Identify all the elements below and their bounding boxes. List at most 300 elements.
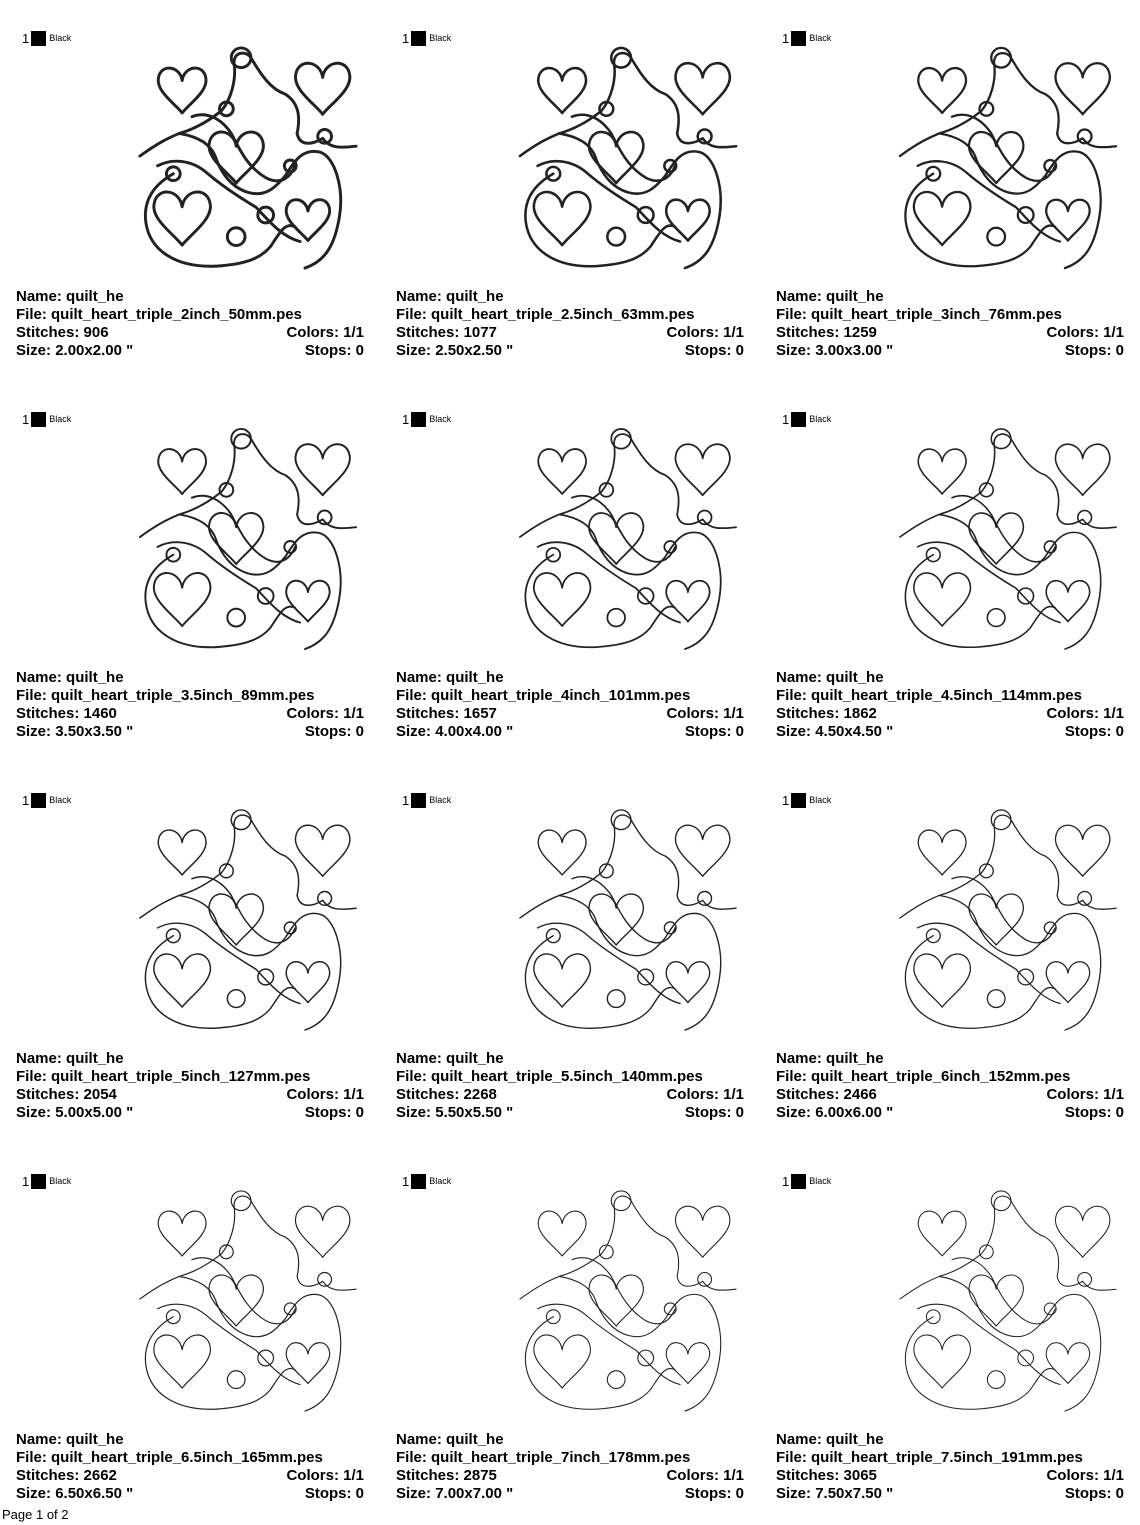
design-card (380, 381, 760, 762)
heart-stitch-path (295, 63, 349, 114)
meander-stitch-path (192, 1258, 295, 1324)
stitch-count: Stitches: 1657 (396, 705, 497, 722)
meander-stitch-path (538, 923, 681, 1003)
heart-stitch-path (209, 513, 263, 564)
thread-color-swatch (791, 412, 806, 427)
design-info (396, 669, 744, 741)
stitch-count: Stitches: 2662 (16, 1467, 117, 1484)
thread-color-swatch (411, 412, 426, 427)
meander-stitch-path (900, 1196, 1059, 1299)
heart-stitch-path (918, 449, 966, 494)
meander-stitch-path (900, 815, 1059, 918)
meander-stitch-path (905, 1317, 1055, 1410)
meander-stitch-path (192, 115, 295, 181)
heart-stitch-path (534, 954, 591, 1007)
stop-count: Stops: 0 (1064, 723, 1124, 740)
meander-stitch-path (1018, 207, 1034, 223)
color-count: Colors: 1/1 (1046, 1467, 1124, 1484)
name-row (16, 669, 364, 687)
stitch-pattern-graphic (513, 44, 741, 272)
design-card (760, 381, 1140, 762)
embroidery-design-preview (893, 44, 1121, 272)
design-file: File: quilt_heart_triple_4inch_101mm.pes (396, 687, 691, 704)
stitches-row (16, 705, 364, 723)
heart-stitch-path (286, 962, 330, 1003)
color-count: Colors: 1/1 (666, 324, 744, 341)
meander-stitch-path (987, 228, 1005, 246)
thread-color-number: 1 (782, 411, 790, 427)
heart-stitch-path (534, 192, 591, 245)
file-row (776, 306, 1124, 324)
thread-color-legend (402, 30, 451, 46)
meander-stitch-path (1057, 1276, 1116, 1290)
heart-stitch-path (1046, 200, 1090, 241)
meander-stitch-path (572, 115, 675, 181)
thread-color-number: 1 (782, 792, 790, 808)
embroidery-design-preview (513, 425, 741, 653)
design-name: Name: quilt_he (396, 669, 504, 686)
stitches-row (396, 324, 744, 342)
design-file: File: quilt_heart_triple_5inch_127mm.pes (16, 1068, 311, 1085)
heart-stitch-path (918, 1211, 966, 1256)
design-file: File: quilt_heart_triple_2.5inch_63mm.pes (396, 306, 695, 323)
meander-stitch-path (677, 895, 736, 909)
stitch-count: Stitches: 2268 (396, 1086, 497, 1103)
thread-color-legend (22, 411, 71, 427)
thread-color-legend (782, 1173, 831, 1189)
design-info (16, 669, 364, 741)
meander-stitch-path (297, 895, 356, 909)
thread-color-swatch (791, 1174, 806, 1189)
stop-count: Stops: 0 (304, 342, 364, 359)
thread-color-number: 1 (22, 411, 30, 427)
heart-stitch-path (1055, 63, 1109, 114)
thread-color-number: 1 (22, 30, 30, 46)
design-size: Size: 3.50x3.50 " (16, 723, 134, 740)
meander-stitch-path (918, 1304, 1061, 1384)
design-info (776, 288, 1124, 360)
thread-color-swatch (411, 1174, 426, 1189)
size-row (16, 723, 364, 741)
heart-stitch-path (969, 1275, 1023, 1326)
design-size: Size: 7.00x7.00 " (396, 1485, 514, 1502)
meander-stitch-path (258, 1350, 274, 1366)
color-count: Colors: 1/1 (1046, 1086, 1124, 1103)
thread-color-swatch (411, 31, 426, 46)
design-info (16, 288, 364, 360)
heart-stitch-path (1055, 444, 1109, 495)
color-count: Colors: 1/1 (286, 324, 364, 341)
design-info (396, 1050, 744, 1122)
stop-count: Stops: 0 (1064, 342, 1124, 359)
design-name: Name: quilt_he (16, 1050, 124, 1067)
thread-color-number: 1 (782, 1173, 790, 1189)
stitches-row (396, 705, 744, 723)
heart-stitch-path (295, 444, 349, 495)
embroidery-design-preview (133, 425, 361, 653)
design-card (0, 1143, 380, 1524)
design-size: Size: 4.50x4.50 " (776, 723, 894, 740)
meander-stitch-path (192, 496, 295, 562)
meander-stitch-path (297, 514, 356, 528)
heart-stitch-path (154, 573, 211, 626)
meander-stitch-path (607, 1371, 625, 1389)
name-row (396, 288, 744, 306)
file-row (776, 1068, 1124, 1086)
meander-stitch-path (520, 1196, 679, 1299)
design-file: File: quilt_heart_triple_7inch_178mm.pes (396, 1449, 691, 1466)
name-row (16, 288, 364, 306)
design-size: Size: 2.50x2.50 " (396, 342, 514, 359)
heart-stitch-path (918, 830, 966, 875)
meander-stitch-path (258, 207, 274, 223)
color-count: Colors: 1/1 (286, 1467, 364, 1484)
thread-color-name: Black (429, 33, 452, 43)
stitches-row (776, 1467, 1124, 1485)
meander-stitch-path (192, 877, 295, 943)
embroidery-design-preview (513, 1187, 741, 1415)
stop-count: Stops: 0 (684, 1485, 744, 1502)
meander-stitch-path (538, 542, 681, 622)
thread-color-number: 1 (22, 1173, 30, 1189)
stitch-count: Stitches: 2875 (396, 1467, 497, 1484)
stitch-count: Stitches: 2054 (16, 1086, 117, 1103)
thread-color-name: Black (49, 33, 72, 43)
stitch-pattern-graphic (133, 425, 361, 653)
heart-stitch-path (538, 449, 586, 494)
meander-stitch-path (1018, 588, 1034, 604)
thread-color-name: Black (429, 1176, 452, 1186)
heart-stitch-path (154, 1335, 211, 1388)
heart-stitch-path (286, 581, 330, 622)
meander-stitch-path (1018, 1350, 1034, 1366)
stitch-pattern-graphic (513, 425, 741, 653)
stop-count: Stops: 0 (1064, 1485, 1124, 1502)
stitch-count: Stitches: 3065 (776, 1467, 877, 1484)
size-row (396, 342, 744, 360)
design-card (0, 381, 380, 762)
name-row (16, 1050, 364, 1068)
thread-color-legend (22, 30, 71, 46)
embroidery-design-preview (513, 44, 741, 272)
heart-stitch-path (295, 825, 349, 876)
stitches-row (776, 324, 1124, 342)
heart-stitch-path (918, 68, 966, 113)
design-name: Name: quilt_he (776, 288, 884, 305)
design-info (776, 1050, 1124, 1122)
stitch-count: Stitches: 1460 (16, 705, 117, 722)
thread-color-name: Black (49, 1176, 72, 1186)
design-name: Name: quilt_he (16, 1431, 124, 1448)
file-row (776, 1449, 1124, 1467)
meander-stitch-path (140, 1196, 299, 1299)
design-card (380, 0, 760, 381)
design-info (16, 1431, 364, 1503)
design-card (760, 0, 1140, 381)
color-count: Colors: 1/1 (666, 1467, 744, 1484)
size-row (396, 1485, 744, 1503)
heart-stitch-path (538, 830, 586, 875)
heart-stitch-path (286, 1343, 330, 1384)
file-row (396, 306, 744, 324)
design-file: File: quilt_heart_triple_5.5inch_140mm.pes (396, 1068, 703, 1085)
stitch-count: Stitches: 1259 (776, 324, 877, 341)
meander-stitch-path (227, 990, 245, 1008)
design-size: Size: 4.00x4.00 " (396, 723, 514, 740)
thread-color-swatch (31, 31, 46, 46)
color-count: Colors: 1/1 (1046, 324, 1124, 341)
color-count: Colors: 1/1 (666, 1086, 744, 1103)
thread-color-name: Black (809, 414, 832, 424)
design-name: Name: quilt_he (396, 1050, 504, 1067)
size-row (396, 723, 744, 741)
name-row (396, 1431, 744, 1449)
meander-stitch-path (1018, 969, 1034, 985)
meander-stitch-path (1057, 133, 1116, 147)
heart-stitch-path (675, 63, 729, 114)
stop-count: Stops: 0 (684, 1104, 744, 1121)
thread-color-name: Black (49, 414, 72, 424)
thread-color-legend (782, 30, 831, 46)
meander-stitch-path (538, 1304, 681, 1384)
stitch-pattern-graphic (893, 44, 1121, 272)
meander-stitch-path (297, 1276, 356, 1290)
file-row (776, 687, 1124, 705)
stitch-count: Stitches: 906 (16, 324, 109, 341)
meander-stitch-path (952, 496, 1055, 562)
stitches-row (776, 705, 1124, 723)
stitch-pattern-graphic (133, 806, 361, 1034)
embroidery-design-preview (893, 806, 1121, 1034)
file-row (16, 1068, 364, 1086)
meander-stitch-path (140, 815, 299, 918)
embroidery-design-preview (513, 806, 741, 1034)
name-row (396, 669, 744, 687)
file-row (396, 687, 744, 705)
heart-stitch-path (286, 200, 330, 241)
stitch-count: Stitches: 2466 (776, 1086, 877, 1103)
design-size: Size: 3.00x3.00 " (776, 342, 894, 359)
embroidery-design-preview (133, 1187, 361, 1415)
meander-stitch-path (227, 1371, 245, 1389)
design-card (380, 1143, 760, 1524)
heart-stitch-path (1055, 1206, 1109, 1257)
design-card (760, 762, 1140, 1143)
meander-stitch-path (258, 969, 274, 985)
thread-color-legend (402, 792, 451, 808)
thread-color-swatch (791, 31, 806, 46)
heart-stitch-path (158, 68, 206, 113)
design-card (380, 762, 760, 1143)
heart-stitch-path (666, 200, 710, 241)
meander-stitch-path (677, 1276, 736, 1290)
design-name: Name: quilt_he (776, 669, 884, 686)
heart-stitch-path (534, 573, 591, 626)
size-row (16, 1485, 364, 1503)
heart-stitch-path (969, 132, 1023, 183)
design-file: File: quilt_heart_triple_7.5inch_191mm.pes (776, 1449, 1083, 1466)
meander-stitch-path (987, 1371, 1005, 1389)
heart-stitch-path (1046, 962, 1090, 1003)
design-file: File: quilt_heart_triple_3.5inch_89mm.pes (16, 687, 315, 704)
heart-stitch-path (589, 132, 643, 183)
file-row (16, 306, 364, 324)
design-name: Name: quilt_he (776, 1431, 884, 1448)
thread-color-name: Black (809, 795, 832, 805)
design-name: Name: quilt_he (396, 1431, 504, 1448)
heart-stitch-path (914, 954, 971, 1007)
heart-stitch-path (1046, 581, 1090, 622)
thread-color-name: Black (429, 795, 452, 805)
thread-color-number: 1 (22, 792, 30, 808)
stitches-row (16, 1086, 364, 1104)
stop-count: Stops: 0 (304, 1104, 364, 1121)
heart-stitch-path (154, 954, 211, 1007)
thread-color-number: 1 (402, 411, 410, 427)
size-row (776, 1485, 1124, 1503)
thread-color-swatch (31, 793, 46, 808)
name-row (776, 288, 1124, 306)
design-info (776, 1431, 1124, 1503)
size-row (776, 342, 1124, 360)
stitch-pattern-graphic (513, 806, 741, 1034)
meander-stitch-path (297, 133, 356, 147)
heart-stitch-path (666, 962, 710, 1003)
thread-color-swatch (31, 412, 46, 427)
design-info (396, 1431, 744, 1503)
heart-stitch-path (675, 1206, 729, 1257)
thread-color-legend (402, 411, 451, 427)
design-name: Name: quilt_he (16, 669, 124, 686)
file-row (16, 1449, 364, 1467)
thread-color-legend (782, 792, 831, 808)
meander-stitch-path (607, 990, 625, 1008)
thread-color-swatch (411, 793, 426, 808)
design-info (776, 669, 1124, 741)
thread-color-legend (22, 792, 71, 808)
meander-stitch-path (638, 1350, 654, 1366)
stop-count: Stops: 0 (684, 342, 744, 359)
heart-stitch-path (969, 513, 1023, 564)
heart-stitch-path (534, 1335, 591, 1388)
design-card (760, 1143, 1140, 1524)
meander-stitch-path (227, 609, 245, 627)
heart-stitch-path (538, 1211, 586, 1256)
heart-stitch-path (1046, 1343, 1090, 1384)
stitches-row (396, 1467, 744, 1485)
meander-stitch-path (918, 923, 1061, 1003)
thread-color-name: Black (809, 1176, 832, 1186)
meander-stitch-path (677, 133, 736, 147)
meander-stitch-path (158, 1304, 301, 1384)
heart-stitch-path (969, 894, 1023, 945)
stop-count: Stops: 0 (304, 1485, 364, 1502)
embroidery-design-preview (893, 1187, 1121, 1415)
heart-stitch-path (914, 573, 971, 626)
meander-stitch-path (607, 228, 625, 246)
file-row (16, 687, 364, 705)
heart-stitch-path (1055, 825, 1109, 876)
thread-color-name: Black (49, 795, 72, 805)
design-file: File: quilt_heart_triple_3inch_76mm.pes (776, 306, 1062, 323)
heart-stitch-path (589, 513, 643, 564)
heart-stitch-path (914, 192, 971, 245)
file-row (396, 1449, 744, 1467)
meander-stitch-path (638, 207, 654, 223)
heart-stitch-path (675, 825, 729, 876)
heart-stitch-path (914, 1335, 971, 1388)
meander-stitch-path (987, 609, 1005, 627)
meander-stitch-path (607, 609, 625, 627)
thread-color-name: Black (429, 414, 452, 424)
design-file: File: quilt_heart_triple_2inch_50mm.pes (16, 306, 302, 323)
meander-stitch-path (952, 115, 1055, 181)
meander-stitch-path (525, 1317, 675, 1410)
thread-color-swatch (791, 793, 806, 808)
thread-color-number: 1 (402, 792, 410, 808)
embroidery-design-preview (133, 44, 361, 272)
thread-color-swatch (31, 1174, 46, 1189)
stop-count: Stops: 0 (684, 723, 744, 740)
design-info (396, 288, 744, 360)
design-info (16, 1050, 364, 1122)
heart-stitch-path (675, 444, 729, 495)
thread-color-number: 1 (402, 1173, 410, 1189)
design-size: Size: 5.50x5.50 " (396, 1104, 514, 1121)
design-size: Size: 2.00x2.00 " (16, 342, 134, 359)
thread-color-name: Black (809, 33, 832, 43)
stitches-row (776, 1086, 1124, 1104)
heart-stitch-path (538, 68, 586, 113)
meander-stitch-path (638, 588, 654, 604)
file-row (396, 1068, 744, 1086)
design-size: Size: 7.50x7.50 " (776, 1485, 894, 1502)
stitch-pattern-graphic (133, 1187, 361, 1415)
stitches-row (16, 1467, 364, 1485)
heart-stitch-path (209, 894, 263, 945)
embroidery-design-preview (893, 425, 1121, 653)
meander-stitch-path (677, 514, 736, 528)
stitch-pattern-graphic (133, 44, 361, 272)
design-card (0, 0, 380, 381)
page-indicator: Page 1 of 2 (2, 1507, 69, 1522)
name-row (776, 669, 1124, 687)
meander-stitch-path (158, 542, 301, 622)
stitch-pattern-graphic (893, 425, 1121, 653)
size-row (776, 723, 1124, 741)
size-row (16, 342, 364, 360)
name-row (396, 1050, 744, 1068)
design-file: File: quilt_heart_triple_4.5inch_114mm.pes (776, 687, 1082, 704)
design-name: Name: quilt_he (16, 288, 124, 305)
color-count: Colors: 1/1 (666, 705, 744, 722)
thread-color-number: 1 (402, 30, 410, 46)
size-row (16, 1104, 364, 1122)
meander-stitch-path (987, 990, 1005, 1008)
thread-color-legend (782, 411, 831, 427)
design-name: Name: quilt_he (776, 1050, 884, 1067)
meander-stitch-path (227, 228, 245, 246)
meander-stitch-path (952, 1258, 1055, 1324)
heart-stitch-path (154, 192, 211, 245)
heart-stitch-path (666, 1343, 710, 1384)
meander-stitch-path (158, 923, 301, 1003)
thread-color-legend (402, 1173, 451, 1189)
name-row (776, 1431, 1124, 1449)
meander-stitch-path (520, 815, 679, 918)
design-size: Size: 6.50x6.50 " (16, 1485, 134, 1502)
meander-stitch-path (1057, 514, 1116, 528)
